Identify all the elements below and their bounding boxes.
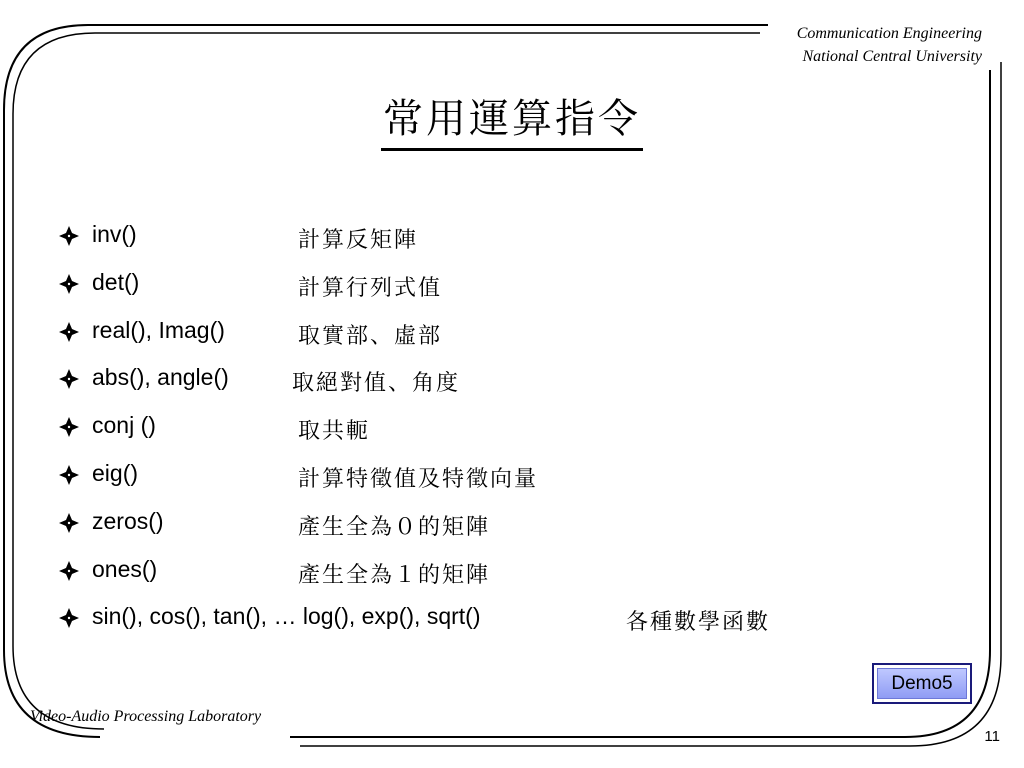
diamond-bullet-icon [58,321,80,343]
page-number: 11 [984,728,1000,745]
footer-lab-name: Video-Audio Processing Laboratory [30,708,262,725]
list-item [58,600,958,648]
command-description: 計算行列式值 [298,275,443,301]
command-name: eig() [92,459,139,486]
command-name: zeros() [92,507,164,534]
list-item [58,505,958,553]
diamond-bullet-icon [58,464,80,486]
demo5-button[interactable] [872,663,972,704]
command-name: det() [92,268,140,295]
diamond-bullet-icon [58,368,80,390]
header-org-line1: Communication Engineering [796,25,982,42]
diamond-bullet-icon [58,273,80,295]
diamond-bullet-icon [58,416,80,438]
command-name: sin(), cos(), tan(), … log(), exp(), sqrt() [92,603,481,630]
command-description: 計算特徵值及特徵向量 [298,466,539,492]
command-name: ones() [92,555,158,582]
command-name: inv() [92,221,137,247]
list-item [58,266,958,314]
command-description: 計算反矩陣 [298,228,419,253]
command-name: real(), Imag() [92,316,225,343]
diamond-bullet-icon [58,560,80,582]
list-item [58,457,958,505]
command-description: 各種數學函數 [626,610,771,636]
list-item [58,314,958,362]
list-item [58,361,958,409]
list-item [58,553,958,601]
command-name: conj () [92,412,156,439]
header-org-line2: National Central University [802,48,982,65]
header-organization [797,22,982,68]
diamond-bullet-icon [58,607,80,629]
demo5-button-label[interactable]: Demo5 [877,668,967,699]
slide-title-wrapper [0,96,1024,151]
command-description: 產生全為０的矩陣 [298,514,491,540]
command-list [58,218,958,648]
command-description: 取共軛 [298,419,371,445]
list-item [58,218,958,266]
list-item [58,409,958,457]
command-description: 取實部、虛部 [298,323,443,349]
command-description: 取絕對值、角度 [292,371,461,397]
slide-title: 常用運算指令 [381,96,643,151]
command-name: abs(), angle() [92,364,229,391]
diamond-bullet-icon [58,512,80,534]
diamond-bullet-icon [58,225,80,247]
command-description: 產生全為１的矩陣 [298,562,491,588]
